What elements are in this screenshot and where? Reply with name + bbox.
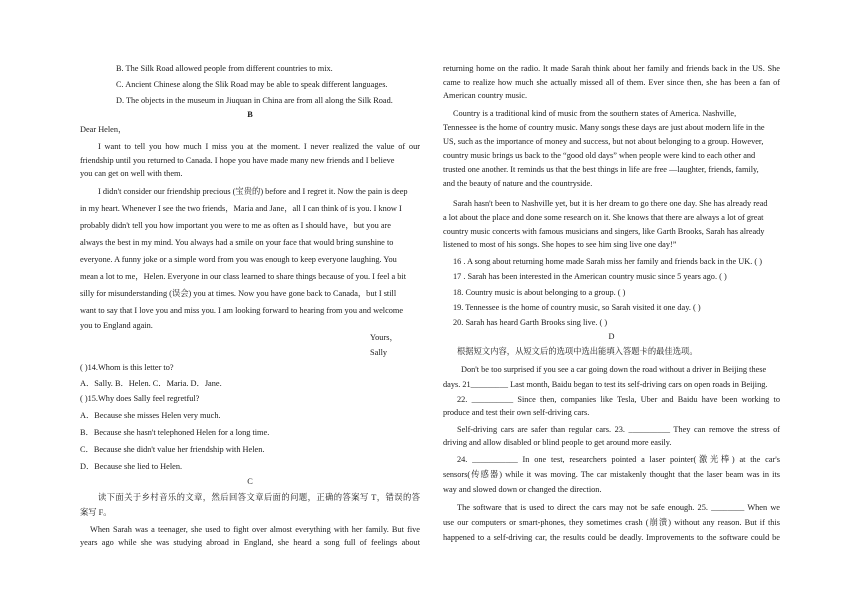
letter-p2-line: you to England again. (80, 321, 153, 330)
letter-p1-line: I want to tell you how much I miss you at the moment. I never realized the value of our (98, 142, 420, 151)
letter-p1-line: friendship until you returned to Canada. I hope you have made many new friends and I believe (80, 156, 395, 165)
question-20: 20. Sarah has heard Garth Brooks sing live. ( ) (453, 318, 608, 327)
passage-c-line: Sarah hasn't been to Nashville yet, but it is her dream to go there one day. She has already read (453, 199, 768, 208)
passage-c-line: When Sarah was a teenager, she used to fight over almost everything with her family. But five (90, 525, 420, 534)
question-15-option: B．Because she hasn't telephoned Helen for a long time. (80, 428, 270, 437)
letter-p1-line: you can get on well with them. (80, 169, 183, 178)
section-c-instruction: 读下面关于乡村音乐的文章，然后回答文章后面的问题，正确的答案写 T，错误的答 (98, 493, 420, 502)
passage-c-line: listened to most of his songs. She hopes to see him sing live one day!” (443, 240, 677, 249)
passage-c-line: returning home on the radio. It made Sarah think about her family and friends back in the US. She (443, 64, 780, 73)
letter-signature: Sally (370, 348, 388, 357)
question-15: ( )15.Why does Sally feel regretful? (80, 394, 200, 403)
letter-p2-line: mean a lot to me，Helen. Everyone in our class learned to share things because of you. I feel a bit (80, 272, 407, 281)
passage-c-line: US, such as the importance of money and success, but not about belonging to a group. However, (443, 137, 764, 146)
letter-p2-line: I didn't consider our friendship precious (宝贵的) before and I regret it. Now the pain is deep (98, 187, 408, 196)
question-19: 19. Tennessee is the home of country music, so Sarah visited it one day. ( ) (453, 303, 701, 312)
section-heading-b: B (247, 110, 253, 119)
passage-d-line: 22. __________ Since then, companies like Tesla, Uber and Baidu have been working to (457, 395, 780, 404)
left-column (80, 0, 420, 608)
passage-d-line: days. 21_________ Last month, Baidu began to test its self-driving cars on open roads in Beijing. (443, 380, 768, 389)
option-b: B. The Silk Road allowed people from different countries to mix. (116, 64, 333, 73)
letter-p2-line: probably didn't tell you how important you were to me as often as I should have，but you are (80, 221, 391, 230)
option-c: C. Ancient Chinese along the Slik Road may be able to speak different languages. (116, 80, 388, 89)
section-heading-c: C (247, 477, 253, 486)
letter-salutation: Dear Helen， (80, 125, 127, 134)
passage-c-line: country music brings us back to the “good old days” when people were kind to each other and (443, 151, 756, 160)
passage-c-line: came to realize how much she actually missed all of them. Ever since then, she has been a fan of (443, 78, 780, 87)
question-16: 16 . A song about returning home made Sarah miss her family and friends back in the UK. ( ) (453, 257, 762, 266)
passage-d-line: happened to a self-driving car, the results could be deadly. Improvements to the software could be (443, 533, 780, 542)
letter-p2-line: want to say that I love you and miss you. I am looking forward to hearing from you and welcome (80, 306, 404, 315)
section-heading-d: D (608, 332, 615, 341)
passage-c-line: Country is a traditional kind of music from the southern states of America. Nashville, (453, 109, 737, 118)
passage-d-line: 24. ___________ In one test, researchers pointed a laser pointer(激光棒) at the car's (457, 455, 780, 464)
letter-closing: Yours， (370, 333, 398, 342)
passage-d-line: sensors(传感器) while it was moving. The car mistakenly thought that the laser beam was in its (443, 470, 780, 479)
passage-c-line: American country music. (443, 91, 528, 100)
letter-p2-line: silly for misunderstanding (误会) you at times. Now you have gone back to Canada，but I still (80, 289, 397, 298)
passage-c-line: country music concerts with famous musicians and singers, like Garth Brooks, Sarah has already (443, 227, 765, 236)
letter-p2-line: always the best in my mind. You always had a smile on your face that would bring sunshine to (80, 238, 394, 247)
passage-d-line: produce and test their own self-driving cars. (443, 408, 590, 417)
passage-d-line: Don't be too surprised if you see a car going down the road without a driver in Beijing these (461, 365, 767, 374)
passage-d-line: use our computers or smart-phones, they sometimes crash (崩溃) without any reason. But if this (443, 518, 780, 527)
option-d: D. The objects in the museum in Jiuquan in China are from all along the Silk Road. (116, 96, 393, 105)
question-18: 18. Country music is about belonging to a group. ( ) (453, 288, 626, 297)
passage-c-line: and the beauty of nature and the countryside. (443, 179, 593, 188)
passage-d-line: The software that is used to direct the cars may not be safe enough. 25. ________ When we (457, 503, 780, 512)
question-15-option: D．Because she lied to Helen. (80, 462, 183, 471)
passage-d-line: driving and allow disabled or blind people to get around more easily. (443, 438, 672, 447)
passage-c-line: years ago while she was studying abroad in England, she heard a song full of feelings about (80, 538, 420, 547)
question-15-option: A．Because she misses Helen very much. (80, 411, 221, 420)
passage-c-line: a lot about the place and done some research on it. She knows that there are always a lot of great (443, 213, 764, 222)
letter-p2-line: in my heart. Whenever I see the two friends，Maria and Jane，all I can think of is you. I know I (80, 204, 402, 213)
passage-c-line: trusted one another. It reminds us that the best things in life are free —laughter, friends, family, (443, 165, 759, 174)
question-14-options: A．Sally. B．Helen. C．Maria. D．Jane. (80, 379, 222, 388)
section-c-instruction: 案写 F。 (80, 508, 112, 517)
question-14: ( )14.Whom is this letter to? (80, 363, 174, 372)
passage-d-line: Self-driving cars are safer than regular cars. 23. __________ They can remove the stress of (457, 425, 780, 434)
section-d-instruction: 根据短文内容，从短文后的选项中选出能填入答题卡的最佳选项。 (457, 347, 698, 356)
question-15-option: C．Because she didn't value her friendship with Helen. (80, 445, 265, 454)
right-column (443, 0, 780, 608)
letter-p2-line: everyone. A funny joke or a simple word from you was enough to keep everyone laughing. You (80, 255, 397, 264)
question-17: 17 . Sarah has been interested in the American country music since 5 years ago. ( ) (453, 272, 727, 281)
passage-d-line: way and slowed down or changed the direction. (443, 485, 602, 494)
passage-c-line: Tennessee is the home of country music. Many songs these days are just about modern life in the (443, 123, 765, 132)
